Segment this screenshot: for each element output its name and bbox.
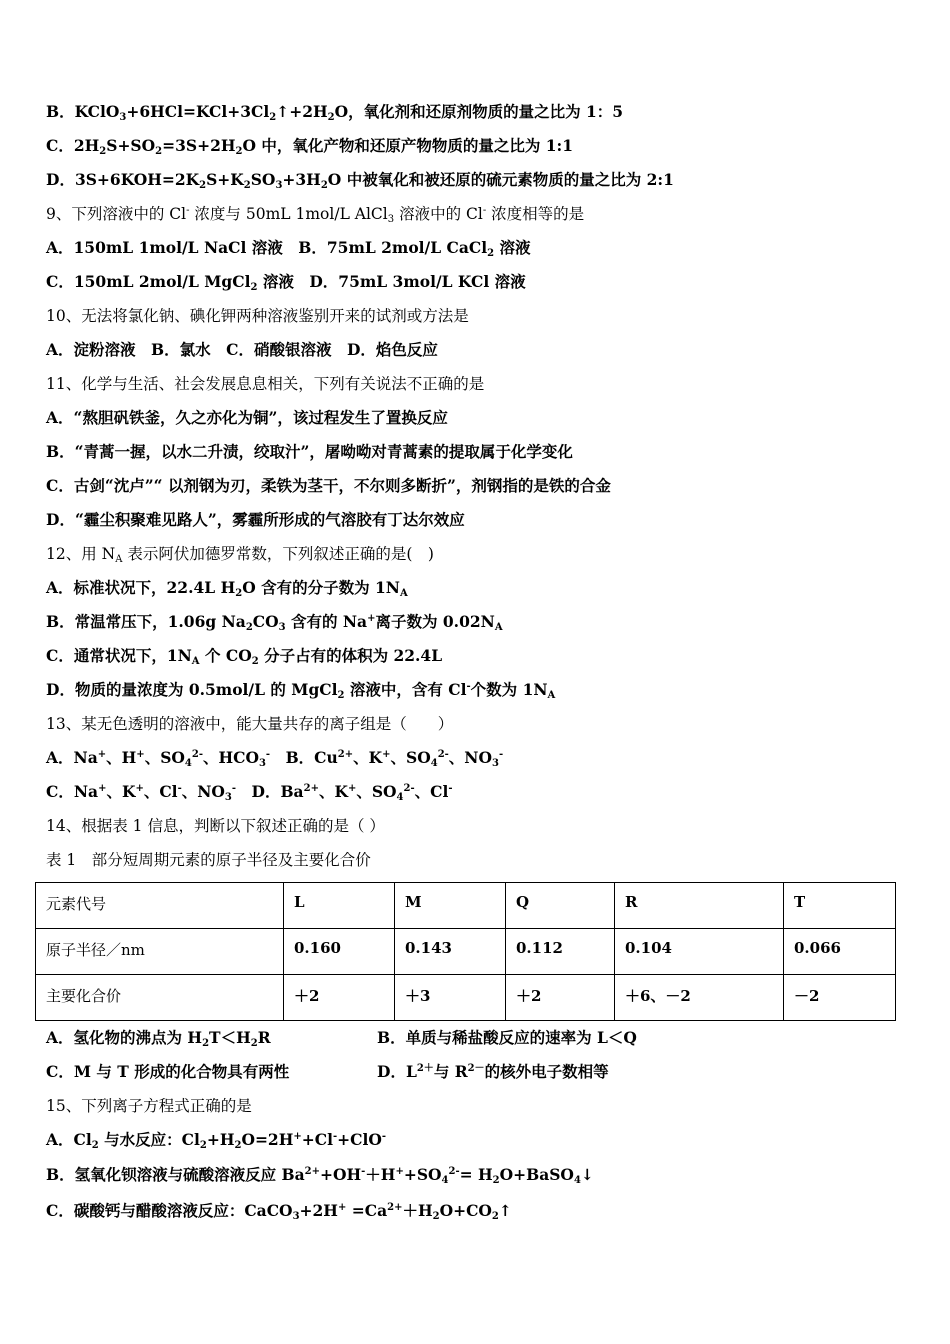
table-cell: 0.160: [284, 929, 395, 975]
q12-option-c: C．通常状况下，$1N_A$ 个 $CO_2$ 分子占有的体积为 22.4L: [46, 646, 443, 667]
q11-option-c: C．古剑“沈卢”“ 以剂钢为刃，柔铁为茎干，不尔则多断折”，剂钢指的是铁的合金: [46, 476, 611, 495]
q13-stem: 13、某无色透明的溶液中，能大量共存的离子组是（ ）: [46, 715, 454, 733]
q14-option-d: D．$L^{2+}$与 $R^{2-}$的核外电子数相等: [377, 1062, 609, 1081]
q8-option-b: B．$KClO_3+6HCl=KCl+3Cl_2↑+2H_2O$，氧化剂和还原剂物质的量之比为 1：5: [46, 102, 624, 123]
q13-options-ab: A．Na+、H+、$SO_4^{2-}$、$HCO_3^-$ B．$Cu^{2+}$、K+、$SO_4^{2-}$、$NO_3^-$: [46, 748, 504, 769]
q10-stem: 10、无法将氯化钠、碘化钾两种溶液鉴别开来的试剂或方法是: [46, 307, 469, 325]
q13-options-cd: C．Na+、K+、Cl-、$NO_3^-$ D．$Ba^{2+}$、K+、$SO_4^{2-}$、Cl-: [46, 782, 453, 803]
q8-option-d: D．$3S+6KOH=2K_2S+K_2SO_3+3H_2O$ 中被氧化和被还原的硫元素物质的量之比为 2:1: [46, 170, 674, 191]
table-cell: 0.112: [506, 929, 615, 975]
q12-stem: 12、用 $N_A$ 表示阿伏加德罗常数，下列叙述正确的是( ): [46, 545, 434, 565]
q10-options: A．淀粉溶液 B．氯水 C．硝酸银溶液 D．焰色反应: [46, 340, 438, 359]
q11-option-a: A．“熬胆矾铁釜，久之亦化为铜”，该过程发生了置换反应: [46, 408, 448, 427]
table-cell: ＋2: [284, 975, 395, 1021]
q9-options-cd: C．150mL 2mol/L MgCl$_2$ 溶液 D．75mL 3mol/L KCl 溶液: [46, 272, 526, 293]
q15-option-c: C．碳酸钙与醋酸溶液反应：CaCO$_3$+2H+ $=Ca^{2+}+H_2O+CO_2↑$: [46, 1201, 512, 1222]
q9-stem: 9、下列溶液中的 Cl- 浓度与 50mL 1mol/L AlCl$_3$ 溶液中的 Cl- 浓度相等的是: [46, 205, 585, 225]
table-cell: R: [615, 883, 784, 929]
q12-option-d: D．物质的量浓度为 0.5mol/L 的 MgCl$_2$ 溶液中，含有 Cl-个数为 $1N_A$: [46, 680, 556, 701]
table-cell: －2: [784, 975, 896, 1021]
table-cell: L: [284, 883, 395, 929]
q14-option-a: A．氢化物的沸点为 $H_2T<H_2R$: [46, 1028, 271, 1049]
q14-option-b: B．单质与稀盐酸反应的速率为 L＜Q: [377, 1028, 637, 1047]
table-cell: T: [784, 883, 896, 929]
table-row: [36, 929, 896, 975]
table-cell: 0.104: [615, 929, 784, 975]
table-caption: 表 1 部分短周期元素的原子半径及主要化合价: [46, 851, 371, 869]
table-cell: M: [395, 883, 506, 929]
q11-option-b: B．“青蒿一握，以水二升渍，绞取汁”，屠呦呦对青蒿素的提取属于化学变化: [46, 442, 573, 461]
q15-option-b: B．氢氧化钡溶液与硫酸溶液反应 $Ba^{2+}+OH^-+H^++SO_4^{2-}=$ $H_2O+BaSO_4↓$: [46, 1165, 594, 1186]
table-cell: Q: [506, 883, 615, 929]
q8-option-c: C．$2H_2S+SO_2=3S+2H_2O$ 中，氧化产物和还原产物物质的量之比为 1:1: [46, 136, 574, 157]
table-cell: ＋2: [506, 975, 615, 1021]
q15-stem: 15、下列离子方程式正确的是: [46, 1097, 252, 1115]
q12-option-b: B．常温常压下，1.06g $Na_2CO_3$ 含有的 Na+离子数为 $0.02N_A$: [46, 612, 503, 633]
table-row: [36, 883, 896, 929]
q14-stem: 14、根据表 1 信息，判断以下叙述正确的是（ ）: [46, 817, 385, 835]
table-row: [36, 975, 896, 1021]
table-cell: 原子半径／nm: [36, 929, 284, 975]
q12-option-a: A．标准状况下，22.4L $H_2O$ 含有的分子数为 $1N_A$: [46, 578, 408, 599]
q9-options-ab: A．150mL 1mol/L NaCl 溶液 B．75mL 2mol/L CaCl$_2$ 溶液: [46, 238, 531, 259]
table-cell: 0.066: [784, 929, 896, 975]
table-cell: ＋6、－2: [615, 975, 784, 1021]
q15-option-a: A．$Cl_2$ 与水反应：$Cl_2+H_2O=2H^++Cl^-+ClO^-$: [46, 1130, 386, 1151]
q14-option-c: C．M 与 T 形成的化合物具有两性: [46, 1062, 290, 1081]
table-cell: 元素代号: [36, 883, 284, 929]
q11-stem: 11、化学与生活、社会发展息息相关，下列有关说法不正确的是: [46, 375, 485, 393]
table-cell: ＋3: [395, 975, 506, 1021]
element-table: [35, 882, 896, 1021]
table-cell: 0.143: [395, 929, 506, 975]
q11-option-d: D．“霾尘积聚难见路人”，雾霾所形成的气溶胶有丁达尔效应: [46, 510, 465, 529]
table-cell: 主要化合价: [36, 975, 284, 1021]
